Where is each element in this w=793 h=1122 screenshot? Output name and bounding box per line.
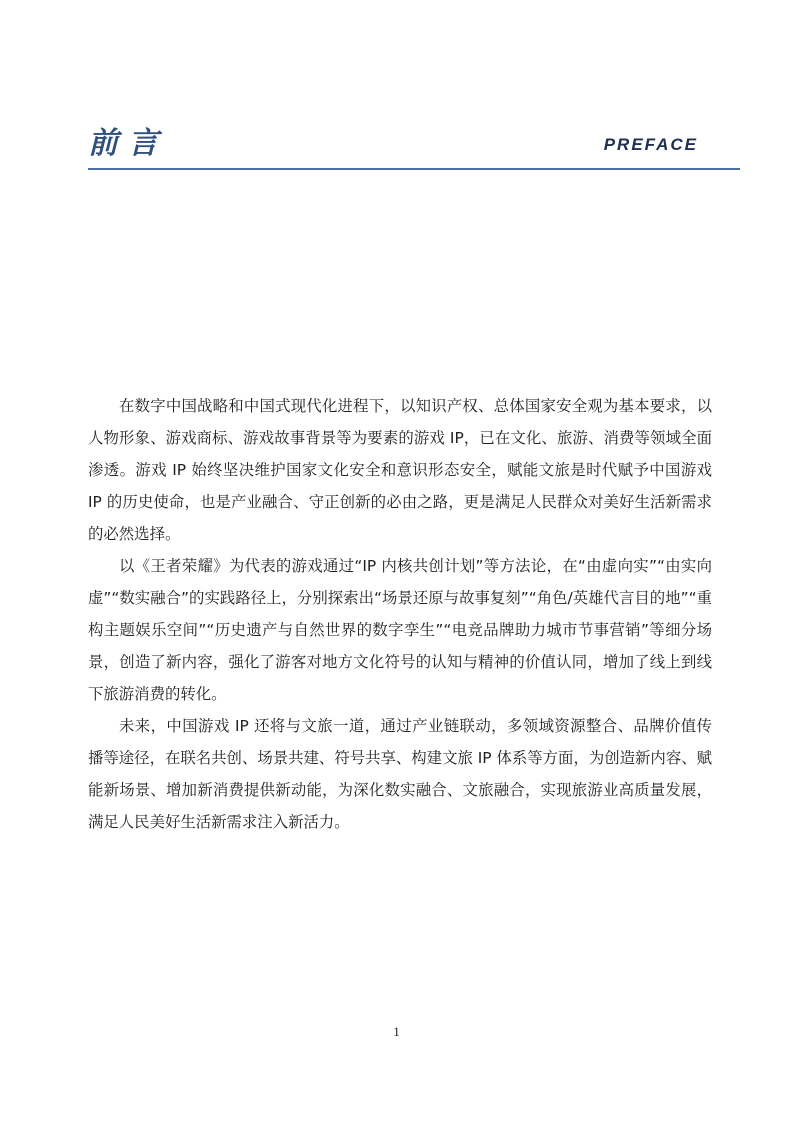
page-header <box>88 118 740 170</box>
page-number: 1 <box>393 1024 400 1039</box>
paragraph: 在数字中国战略和中国式现代化进程下，以知识产权、总体国家安全观为基本要求，以人物形象、游戏商标、游戏故事背景等为要素的游戏 IP，已在文化、旅游、消费等领域全面渗透。游戏 IP 始终坚决维护国家文化安全和意识形态安全，赋能文旅是时代赋予中国游戏 IP 的历史使命，也是产业融合、守正创新的必由之路，更是满足人民群众对美好生活新需求的必然选择。 <box>88 397 712 543</box>
page-title: 前言 <box>88 126 168 161</box>
paragraph: 未来，中国游戏 IP 还将与文旅一道，通过产业链联动，多领域资源整合、品牌价值传播等途径，在联名共创、场景共建、符号共享、构建文旅 IP 体系等方面，为创造新内容、赋能新场景、增加新消费提供新动能，为深化数实融合、文旅融合，实现旅游业高质量发展，满足人民美好生活新需求注入新活力。 <box>88 717 712 831</box>
header-divider <box>88 168 740 170</box>
page-title-english: PREFACE <box>603 135 698 154</box>
preface-body <box>88 390 712 838</box>
paragraph: 以《王者荣耀》为代表的游戏通过“IP 内核共创计划”等方法论，在“由虚向实”“由实向虚”“数实融合”的实践路径上，分别探索出“场景还原与故事复刻”“角色/英雄代言目的地”“重构主题娱乐空间”“历史遗产与自然世界的数字孪生”“电竞品牌助力城市节事营销”等细分场景，创造了新内容，强化了游客对地方文化符号的认知与精神的价值认同，增加了线上到线下旅游消费的转化。 <box>88 557 712 703</box>
